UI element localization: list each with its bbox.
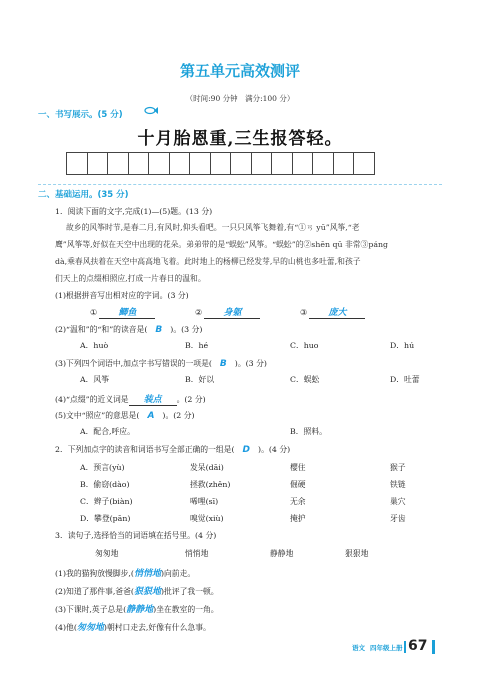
word-bank-item: 静静地 — [270, 549, 294, 558]
option[interactable]: A．风筝 — [80, 375, 110, 384]
grid-cell[interactable] — [67, 153, 88, 174]
circle-two-icon: ㄢ — [306, 223, 314, 232]
grid-cell[interactable] — [170, 153, 191, 174]
option[interactable]: B．照料。 — [290, 427, 327, 436]
q2-option-cell: 唏哩(sī) — [190, 497, 219, 506]
motto-text: 十月胎恩重,三生报答轻。 — [137, 129, 343, 149]
q3-item: (1)我的猫狗放慢脚步,(悄悄地)向前走。 — [55, 569, 196, 579]
grid-cell[interactable] — [190, 153, 211, 174]
option[interactable]: A．huò — [80, 341, 109, 350]
answer-blank[interactable]: 狠狠地 — [133, 587, 161, 597]
option[interactable]: D．吐蕾 — [390, 375, 420, 384]
q2-option-cell: 倔硬 — [290, 480, 306, 489]
answer-blank[interactable]: 静静地 — [126, 605, 154, 615]
grid-cell[interactable] — [252, 153, 273, 174]
option[interactable]: B．好以 — [185, 375, 215, 384]
q1-sub5-stem: (5)文中“照应”的意思是( A )。(2 分) — [55, 411, 195, 421]
q2-option-cell: 发呆(dāi) — [190, 463, 224, 472]
q2-option-cell: 无余 — [290, 497, 306, 506]
q1-sub4-stem: (4)“点缀”的近义词是 装点 。(2 分) — [55, 392, 206, 406]
answer-choice[interactable]: D — [242, 445, 251, 455]
footer-grade: 四年级上册 — [370, 644, 403, 652]
q2-option-cell: 拯救(zhěn) — [190, 480, 231, 489]
grid-cell[interactable] — [272, 153, 293, 174]
page-marker — [404, 641, 406, 653]
q2-option-cell: A．预言(yù) — [80, 463, 125, 472]
q2-option-cell: 猴子 — [390, 463, 406, 472]
q1-sub1-item: ① 鲫鱼 — [90, 305, 155, 319]
answer-blank[interactable]: 匆匆地 — [76, 623, 104, 633]
section1-heading: 一、书写展示。(5 分) — [38, 110, 123, 120]
answer-choice[interactable]: B — [219, 359, 227, 369]
writing-grid[interactable] — [66, 152, 375, 175]
q3-item: (3)下课时,英子总是(静静地)坐在教室的一角。 — [55, 605, 219, 615]
answer-blank[interactable]: 装点 — [129, 392, 177, 406]
answer-choice[interactable]: A — [147, 411, 155, 421]
page-marker — [432, 640, 435, 654]
grid-cell[interactable] — [129, 153, 150, 174]
passage-line: 们天上的点缀相照应,打成一片春日的温和。 — [55, 274, 206, 283]
fish-icon — [144, 106, 158, 115]
option[interactable]: C．蜈蚣 — [290, 375, 320, 384]
q2-option-cell: C．辫子(biàn) — [80, 497, 133, 506]
q2-option-cell: 樱住 — [290, 463, 306, 472]
q3-stem: 3．读句子,选择恰当的词语填在括号里。(4 分) — [55, 531, 217, 540]
q1-sub2-stem: (2)“温和”的“和”的读音是( B )。(3 分) — [55, 325, 203, 335]
q2-stem: 2．下列加点字的读音和词语书写全部正确的一组是( D )。(4 分) — [55, 445, 291, 455]
passage-line: 故乡的风筝时节,是春二月,有风时,仰头看吧。一只只风筝飞舞着,有“①ㄢ yū”风筝,“老 — [66, 223, 360, 232]
q2-option-cell: 牙齿 — [390, 514, 406, 523]
q1-sub1-stem: (1)根据拼音写出相对应的字词。(3 分) — [55, 291, 189, 300]
option[interactable]: A．配合,呼应。 — [80, 427, 135, 436]
word-bank-item: 悄悄地 — [185, 549, 209, 558]
passage-line: dà,乘春风扶着在天空中高高地飞着。此时地上的杨柳已经发芽,早的山桃也多吐蕾,和孩子 — [55, 257, 361, 266]
footer-subject: 语文 — [352, 644, 365, 652]
q1-sub3-stem: (3)下列四个词语中,加点字书写错误的一项是( B )。(3 分) — [55, 359, 267, 369]
option[interactable]: C．huo — [290, 341, 319, 350]
word-bank-item: 匆匆地 — [95, 549, 119, 558]
answer-2[interactable]: 身躯 — [204, 305, 260, 319]
q2-option-cell: 嗅觉(xiù) — [190, 514, 224, 523]
passage-line: 鹰”风筝等,好似在天空中出现的花朵。弟弟带的是“蜈蚣”风筝。“蜈蚣”的②shēn qū 非常③páng — [55, 240, 388, 249]
q2-option-cell: 巢穴 — [390, 497, 406, 506]
q3-item: (4)他(匆匆地)朝村口走去,好像有什么急事。 — [55, 623, 211, 633]
grid-cell[interactable] — [313, 153, 334, 174]
q2-option-cell: B．偷窃(dào) — [80, 480, 130, 489]
grid-cell[interactable] — [108, 153, 129, 174]
word-bank-item: 狠狠地 — [345, 549, 369, 558]
q2-option-cell: 铁链 — [390, 480, 406, 489]
grid-cell[interactable] — [231, 153, 252, 174]
grid-cell[interactable] — [334, 153, 355, 174]
q1-stem: 1．阅读下面的文字,完成(1)—(5)题。(13 分) — [55, 207, 213, 216]
grid-cell[interactable] — [88, 153, 109, 174]
answer-blank[interactable]: 悄悄地 — [133, 569, 161, 579]
option[interactable]: B．hé — [185, 341, 209, 350]
page-number: 67 — [408, 638, 428, 654]
time-info: （时间:90 分钟 满分:100 分） — [185, 94, 295, 103]
q3-item: (2)知道了那件事,爸爸(狠狠地)批评了我一顿。 — [55, 587, 219, 597]
divider — [38, 184, 442, 185]
grid-cell[interactable] — [149, 153, 170, 174]
grid-cell[interactable] — [354, 153, 374, 174]
q1-sub1-item: ② 身躯 — [195, 305, 260, 319]
option[interactable]: D．hú — [390, 341, 415, 350]
q1-sub1-item: ③ 庞大 — [300, 305, 365, 319]
answer-1[interactable]: 鲫鱼 — [99, 305, 155, 319]
page-title: 第五单元高效测评 — [179, 62, 300, 80]
answer-choice[interactable]: B — [155, 325, 163, 335]
q2-option-cell: 掩护 — [290, 514, 306, 523]
answer-3[interactable]: 庞大 — [309, 305, 365, 319]
q2-option-cell: D．攀登(pān) — [80, 514, 131, 523]
grid-cell[interactable] — [211, 153, 232, 174]
section2-heading: 二、基础运用。(35 分) — [38, 190, 129, 200]
grid-cell[interactable] — [293, 153, 314, 174]
